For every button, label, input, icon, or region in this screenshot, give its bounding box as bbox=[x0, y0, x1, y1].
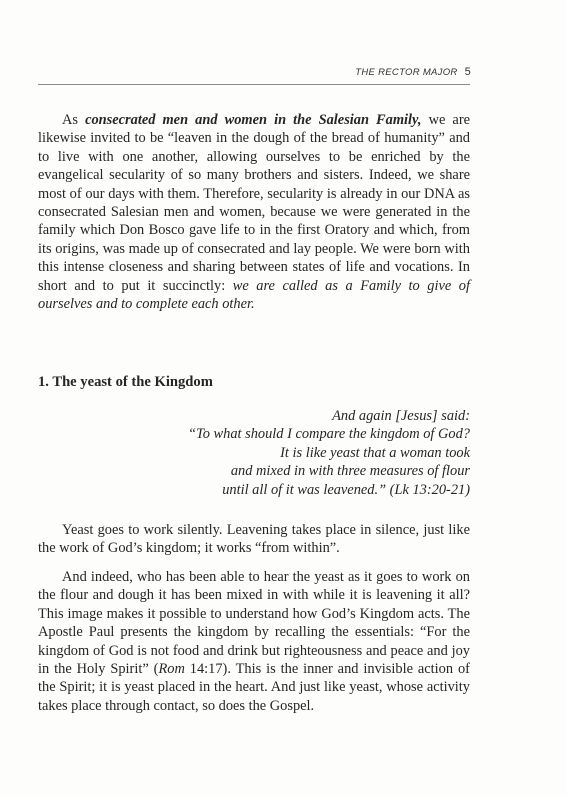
epigraph-line: until all of it was leavened.” (Lk 13:20-21) bbox=[222, 481, 470, 498]
page-number: 5 bbox=[464, 66, 471, 78]
epigraph bbox=[188, 407, 470, 499]
running-title: THE RECTOR MAJOR bbox=[355, 67, 458, 78]
intro-emphasis: consecrated men and women in the Salesian Family, bbox=[85, 112, 422, 128]
header-rule bbox=[38, 84, 470, 85]
epigraph-line: “To what should I compare the kingdom of God? bbox=[188, 426, 470, 443]
epigraph-line: And again [Jesus] said: bbox=[332, 408, 470, 424]
epigraph-line: and mixed in with three measures of flour bbox=[230, 463, 470, 480]
intro-lead-in: As bbox=[62, 112, 86, 128]
intro-closing: we are called as a Family to give of ourselves and to complete each other. bbox=[38, 277, 470, 313]
epigraph-line: It is like yeast that a woman took bbox=[280, 444, 470, 461]
paragraph-3-part-2: 14:17). This is the inner and invisible action of the Spirit; it is yeast placed in the heart. And just like yeast, whose activity takes place through contact, so does the Gospel. bbox=[38, 661, 470, 714]
section-heading: 1. The yeast of the Kingdom bbox=[38, 374, 213, 390]
paragraph-kingdom-acts bbox=[38, 568, 470, 715]
paragraph-yeast-silence: Yeast goes to work silently. Leavening takes place in silence, just like the work of God’s kingdom; it works “from within”. bbox=[38, 522, 470, 557]
intro-paragraph bbox=[38, 111, 470, 313]
paragraph-3-part-1: And indeed, who has been able to hear the yeast as it goes to work on the flour and dough it has been mixed in with while it is leavening it all? This image makes it possible to understand how God’s Kingdom acts. The Apostle Paul presents the kingdom by recalling the essentials: “For the kingdom of God is not food and drink but righteousness and peace and joy in the Holy Spirit” ( bbox=[38, 569, 470, 678]
running-header bbox=[355, 66, 471, 78]
citation-book: Rom bbox=[158, 661, 185, 678]
intro-body: we are likewise invited to be “leaven in the dough of the bread of humanity” and to live with one another, allowing ourselves to be enriched by the evangelical secularity of so many brothers and sisters. Indeed, we share most of our days with them. Therefore, secularity is already in our DNA as consecrated Salesian men and women, because we were generated in the family which Don Bosco gave life to in the first Oratory and which, from its origins, was made up of consecrated and lay people. We were born with this intense closeness and sharing between states of life and vocations. In short and to put it succinctly: bbox=[38, 112, 470, 294]
